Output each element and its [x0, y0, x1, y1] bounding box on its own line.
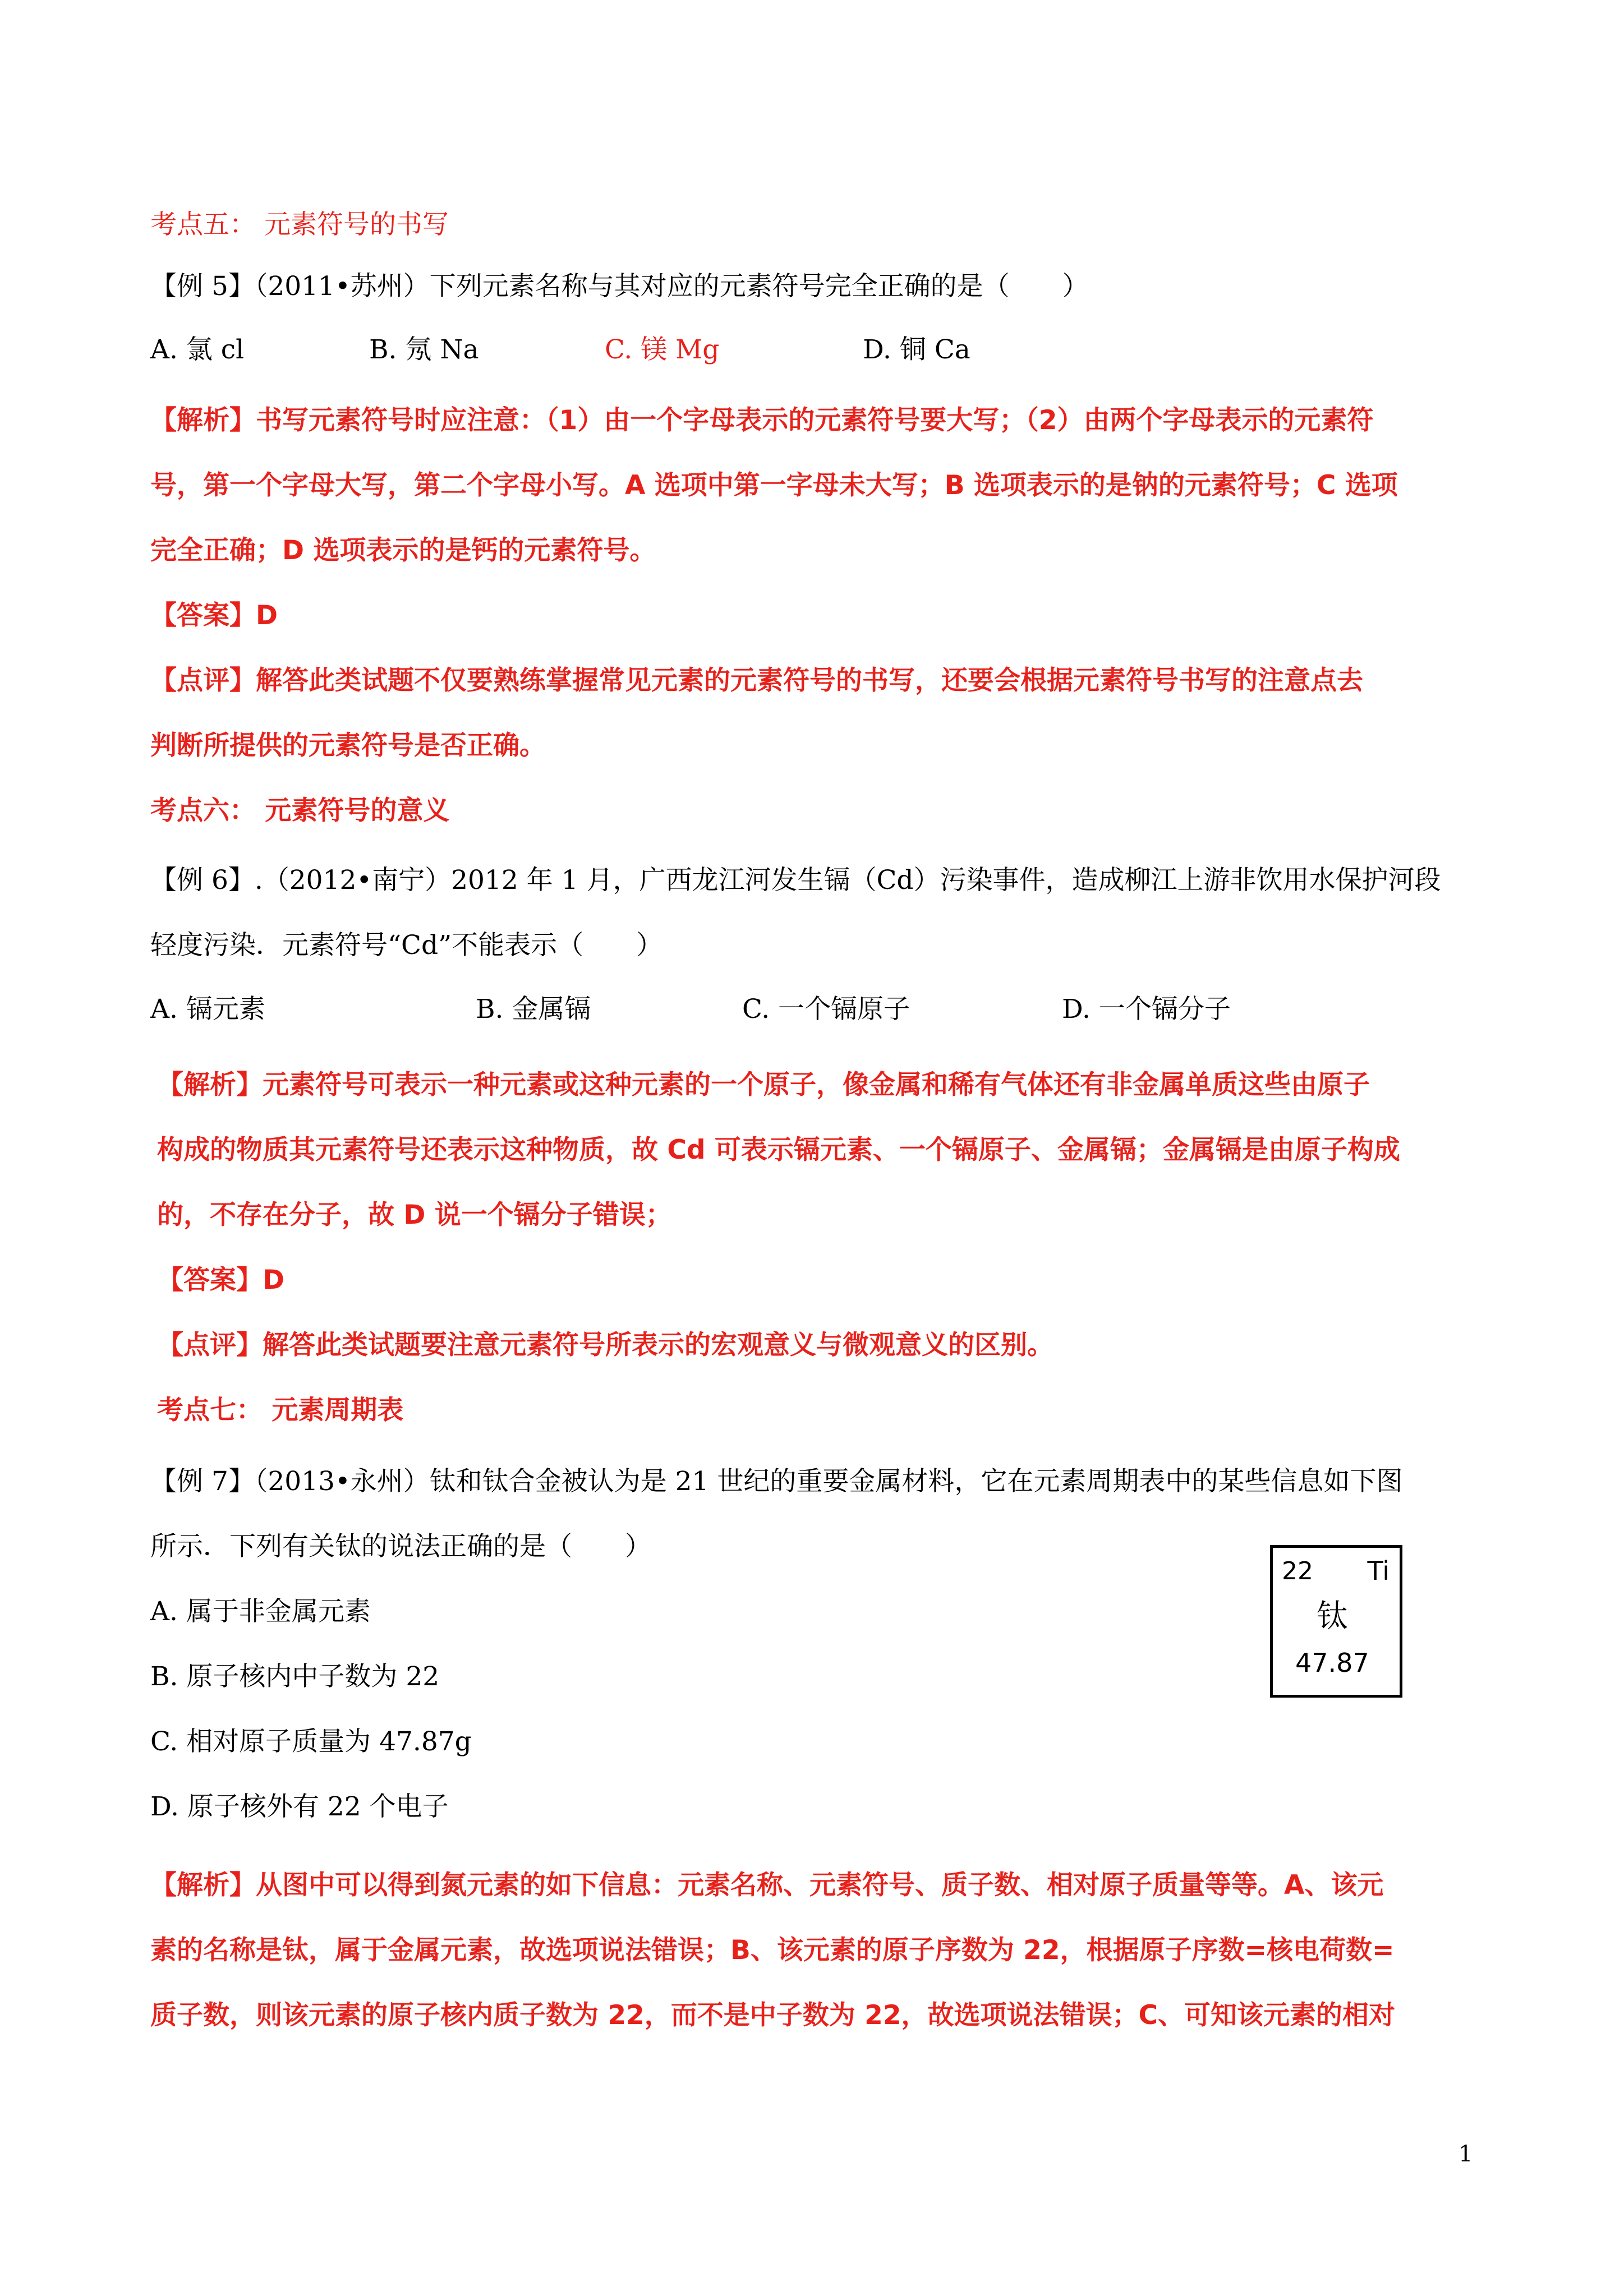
example-7-option-d: D. 原子核外有 22 个电子	[150, 1791, 449, 1822]
tile-element-symbol: Ti	[1367, 1556, 1390, 1586]
example-6-question-line-1: 【例 6】.（2012•南宁）2012 年 1 月，广西龙江河发生镉（Cd）污染事件，造成柳江上游非饮用水保护河段	[150, 865, 1441, 896]
example-6-answer: 【答案】D	[157, 1265, 285, 1295]
section-heading-7: 考点七： 元素周期表	[157, 1395, 404, 1426]
option-c: C. 一个镉原子	[742, 994, 910, 1025]
tile-atomic-mass: 47.87	[1295, 1648, 1369, 1678]
example-5-analysis-line-2: 号，第一个字母大写，第二个字母小写。A 选项中第一字母未大写；B 选项表示的是钠的元素符号；C 选项	[150, 470, 1398, 501]
option-a: A. 氯 cl	[150, 334, 245, 365]
example-5-analysis-line-1: 【解析】书写元素符号时应注意：（1）由一个字母表示的元素符号要大写；（2）由两个字母表示的元素符	[150, 405, 1374, 436]
example-7-analysis-line-2: 素的名称是钛，属于金属元素，故选项说法错误；B、该元素的原子序数为 22，根据原子序数=核电荷数=	[150, 1935, 1395, 1966]
example-7-option-c: C. 相对原子质量为 47.87g	[150, 1726, 472, 1757]
example-5-comment-line-1: 【点评】解答此类试题不仅要熟练掌握常见元素的元素符号的书写，还要会根据元素符号书写的注意点去	[150, 665, 1363, 696]
option-c: C. 镁 Mg	[605, 334, 720, 365]
example-7-analysis-line-1: 【解析】从图中可以得到氮元素的如下信息：元素名称、元素符号、质子数、相对原子质量等等。A、该元	[150, 1870, 1384, 1901]
option-b: B. 氖 Na	[369, 334, 479, 365]
section-heading-5: 考点五： 元素符号的书写	[150, 209, 449, 240]
example-5-question: 【例 5】（2011•苏州）下列元素名称与其对应的元素符号完全正确的是（ ）	[150, 271, 1089, 302]
example-5-analysis-line-3: 完全正确；D 选项表示的是钙的元素符号。	[150, 535, 656, 566]
periodic-table-tile-titanium	[1270, 1545, 1402, 1698]
option-b: B. 金属镉	[476, 994, 591, 1025]
example-6-analysis-line-2: 构成的物质其元素符号还表示这种物质，故 Cd 可表示镉元素、一个镉原子、金属镉；金属镉是由原子构成	[157, 1135, 1400, 1165]
option-d: D. 铜 Ca	[863, 334, 970, 365]
example-7-question-line-1: 【例 7】（2013•永州）钛和钛合金被认为是 21 世纪的重要金属材料，它在元素周期表中的某些信息如下图	[150, 1466, 1403, 1497]
example-5-comment-line-2: 判断所提供的元素符号是否正确。	[150, 730, 546, 761]
tile-element-name: 钛	[1317, 1598, 1348, 1635]
example-7-option-b: B. 原子核内中子数为 22	[150, 1661, 440, 1692]
option-d: D. 一个镉分子	[1062, 994, 1231, 1025]
tile-atomic-number: 22	[1282, 1557, 1313, 1585]
example-6-question-line-2: 轻度污染．元素符号“Cd”不能表示（ ）	[150, 930, 663, 961]
example-7-analysis-line-3: 质子数，则该元素的原子核内质子数为 22，而不是中子数为 22，故选项说法错误；C、可知该元素的相对	[150, 2000, 1396, 2031]
page-number: 1	[1459, 2141, 1473, 2167]
example-6-comment: 【点评】解答此类试题要注意元素符号所表示的宏观意义与微观意义的区别。	[157, 1330, 1053, 1361]
example-5-answer: 【答案】D	[150, 600, 278, 631]
section-heading-6: 考点六： 元素符号的意义	[150, 795, 450, 826]
example-7-option-a: A. 属于非金属元素	[150, 1596, 371, 1627]
option-a: A. 镉元素	[150, 994, 265, 1025]
example-7-question-line-2: 所示．下列有关钛的说法正确的是（ ）	[150, 1531, 651, 1562]
example-6-analysis-line-3: 的，不存在分子，故 D 说一个镉分子错误；	[157, 1200, 672, 1230]
example-6-analysis-line-1: 【解析】元素符号可表示一种元素或这种元素的一个原子，像金属和稀有气体还有非金属单质这些由原子	[157, 1069, 1370, 1100]
